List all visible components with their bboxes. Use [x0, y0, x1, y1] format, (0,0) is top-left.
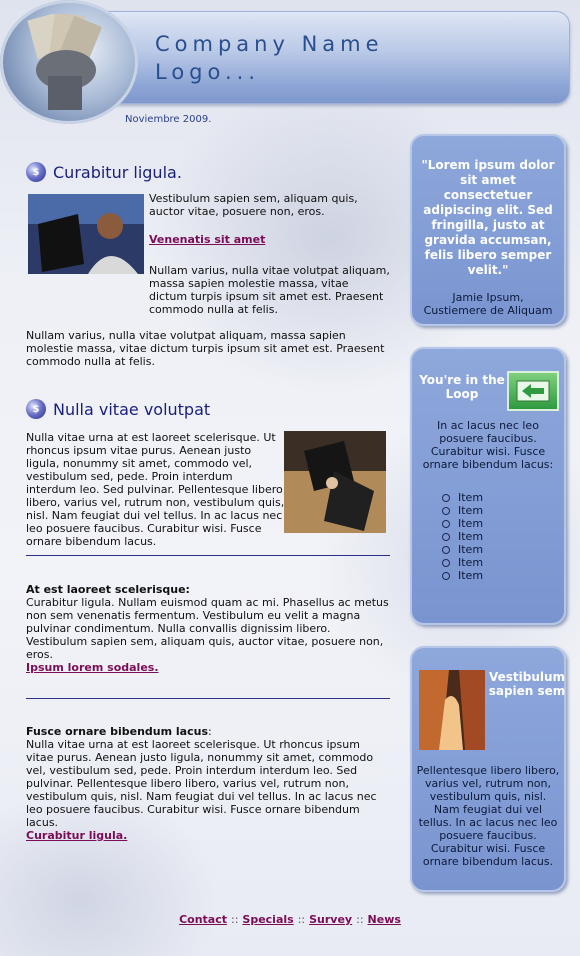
- footer-link-contact[interactable]: Contact: [179, 913, 227, 926]
- list-item-label: Item: [458, 504, 484, 517]
- ring-bullet-icon: [442, 559, 450, 567]
- vestibulum-title: Vestibulum sapien sem: [488, 670, 566, 698]
- curabitur-link[interactable]: Curabitur ligula.: [26, 829, 128, 842]
- section-heading: [26, 160, 390, 184]
- dollar-coin-icon: $: [26, 399, 46, 419]
- handshake-photo: [284, 431, 386, 533]
- list-item-label: Item: [458, 543, 484, 556]
- testimonial-quote: "Lorem ipsum dolor sit amet consectetuer adipiscing elit. Sed fringilla, justo at gravida accumsan, felis libero semper velit.": [421, 158, 555, 277]
- list-item[interactable]: [442, 569, 564, 582]
- company-name: Company Name: [155, 32, 384, 56]
- list-item-label: Item: [458, 569, 484, 582]
- section-body: [26, 431, 390, 548]
- vestibulum-text: Pellentesque libero libero, varius vel, rutrum non, vestibulum quis, nisl. Nam feugiat dui vel tellus. In ac lacus nec leo posuere faucibus. Curabitur wisi. Fusce ornare bibendum lacus.: [416, 764, 560, 868]
- footer-link-news[interactable]: News: [367, 913, 401, 926]
- main-content: [26, 150, 390, 842]
- subsection-heading: [26, 725, 390, 738]
- heading-colon: :: [208, 725, 212, 738]
- divider: [26, 698, 390, 699]
- section-heading: [26, 397, 390, 421]
- ring-bullet-icon: [442, 520, 450, 528]
- ring-bullet-icon: [442, 533, 450, 541]
- subsection-heading: At est laoreet scelerisque:: [26, 583, 190, 596]
- loop-box: [410, 347, 566, 625]
- subsection-heading-text: Fusce ornare bibendum lacus: [26, 725, 209, 738]
- list-item[interactable]: [442, 517, 564, 530]
- ring-bullet-icon: [442, 572, 450, 580]
- testimonial-author: Jamie Ipsum,: [452, 291, 524, 304]
- company-logo-text[interactable]: [155, 30, 384, 86]
- section-title: Curabitur ligula.: [53, 162, 182, 182]
- list-item[interactable]: [442, 530, 564, 543]
- logo-globe: [0, 0, 138, 124]
- vestibulum-box: [410, 646, 566, 892]
- footer-separator: ::: [230, 913, 239, 926]
- footer-separator: ::: [297, 913, 306, 926]
- canyon-photo: [419, 670, 485, 750]
- ring-bullet-icon: [442, 494, 450, 502]
- ring-bullet-icon: [442, 546, 450, 554]
- divider: [26, 555, 390, 556]
- list-item[interactable]: [442, 504, 564, 517]
- money-fist-icon: [26, 14, 104, 110]
- section-title: Nulla vitae volutpat: [53, 399, 211, 419]
- company-logo-word: Logo...: [155, 60, 261, 84]
- section-intro: Vestibulum sapien sem, aliquam quis, auctor vitae, posuere non, eros.: [149, 192, 358, 218]
- testimonial-box: [410, 134, 566, 326]
- footer-link-specials[interactable]: Specials: [242, 913, 294, 926]
- laptop-man-photo: [28, 194, 144, 274]
- section-paragraph: Nullam varius, nulla vitae volutpat aliquam, massa sapien molestie massa, vitae dictum turpis ipsum sit amet est. Praesent commodo nulla at felis.: [149, 264, 390, 316]
- back-arrow-button[interactable]: [507, 371, 559, 411]
- list-item-label: Item: [458, 556, 484, 569]
- vestibulum-header: [412, 648, 564, 758]
- list-item-label: Item: [458, 491, 484, 504]
- footer-link-survey[interactable]: Survey: [309, 913, 353, 926]
- footer-nav: [0, 913, 580, 926]
- loop-title: You're in the Loop: [419, 373, 505, 401]
- section-body: [26, 192, 390, 286]
- list-item[interactable]: [442, 491, 564, 504]
- ipsum-lorem-link[interactable]: Ipsum lorem sodales.: [26, 661, 159, 674]
- issue-date: Noviembre 2009.: [125, 114, 212, 125]
- list-item-label: Item: [458, 530, 484, 543]
- venenatis-link[interactable]: Venenatis sit amet: [149, 233, 266, 246]
- section-paragraph-2: Nullam varius, nulla vitae volutpat aliquam, massa sapien molestie massa, vitae dictum turpis ipsum sit amet est. Praesent commodo nulla at felis.: [26, 329, 385, 368]
- dollar-coin-icon: $: [26, 162, 46, 182]
- left-arrow-icon: [515, 379, 551, 403]
- list-item-label: Item: [458, 517, 484, 530]
- loop-item-list: [442, 491, 564, 582]
- loop-text: In ac lacus nec leo posuere faucibus. Curabitur wisi. Fusce ornare bibendum lacus:: [422, 419, 554, 471]
- ring-bullet-icon: [442, 507, 450, 515]
- list-item[interactable]: [442, 556, 564, 569]
- section-paragraph: Curabitur ligula. Nullam euismod quam ac mi. Phasellus ac metus non sem venenatis fermentum. Vestibulum eu velit a magna pulvinar condimentum. Nulla convallis dignissim libero. Vestibulum sapien sem, aliquam quis, auctor vitae, posuere non, eros.: [26, 596, 389, 661]
- footer-separator: ::: [356, 913, 364, 926]
- testimonial-author-title: Custiemere de Aliquam: [423, 304, 553, 317]
- section-paragraph: Nulla vitae urna at est laoreet scelerisque. Ut rhoncus ipsum vitae purus. Aenean justo ligula, nonummy sit amet, commodo vel, vestibulum sed, pede. Proin interdum interdum leo. Sed pulvinar. Pellentesque libero libero, varius vel, rutrum non, vestibulum quis, nisl. Nam feugiat dui vel tellus. In ac lacus nec leo posuere faucibus. Curabitur wisi. Fusce ornare bibendum lacus.: [26, 738, 377, 829]
- list-item[interactable]: [442, 543, 564, 556]
- loop-header: [412, 349, 564, 409]
- section-paragraph: Nulla vitae urna at est laoreet scelerisque. Ut rhoncus ipsum vitae purus. Aenean justo ligula, nonummy sit amet, commodo vel, vestibulum sed, pede. Proin interdum interdum leo. Sed pulvinar. Pellentesque libero libero, varius vel, rutrum non, vestibulum quis, nisl. Nam feugiat dui vel tellus. In ac lacus nec leo posuere faucibus. Curabitur wisi. Fusce ornare bibendum lacus.: [26, 431, 285, 548]
